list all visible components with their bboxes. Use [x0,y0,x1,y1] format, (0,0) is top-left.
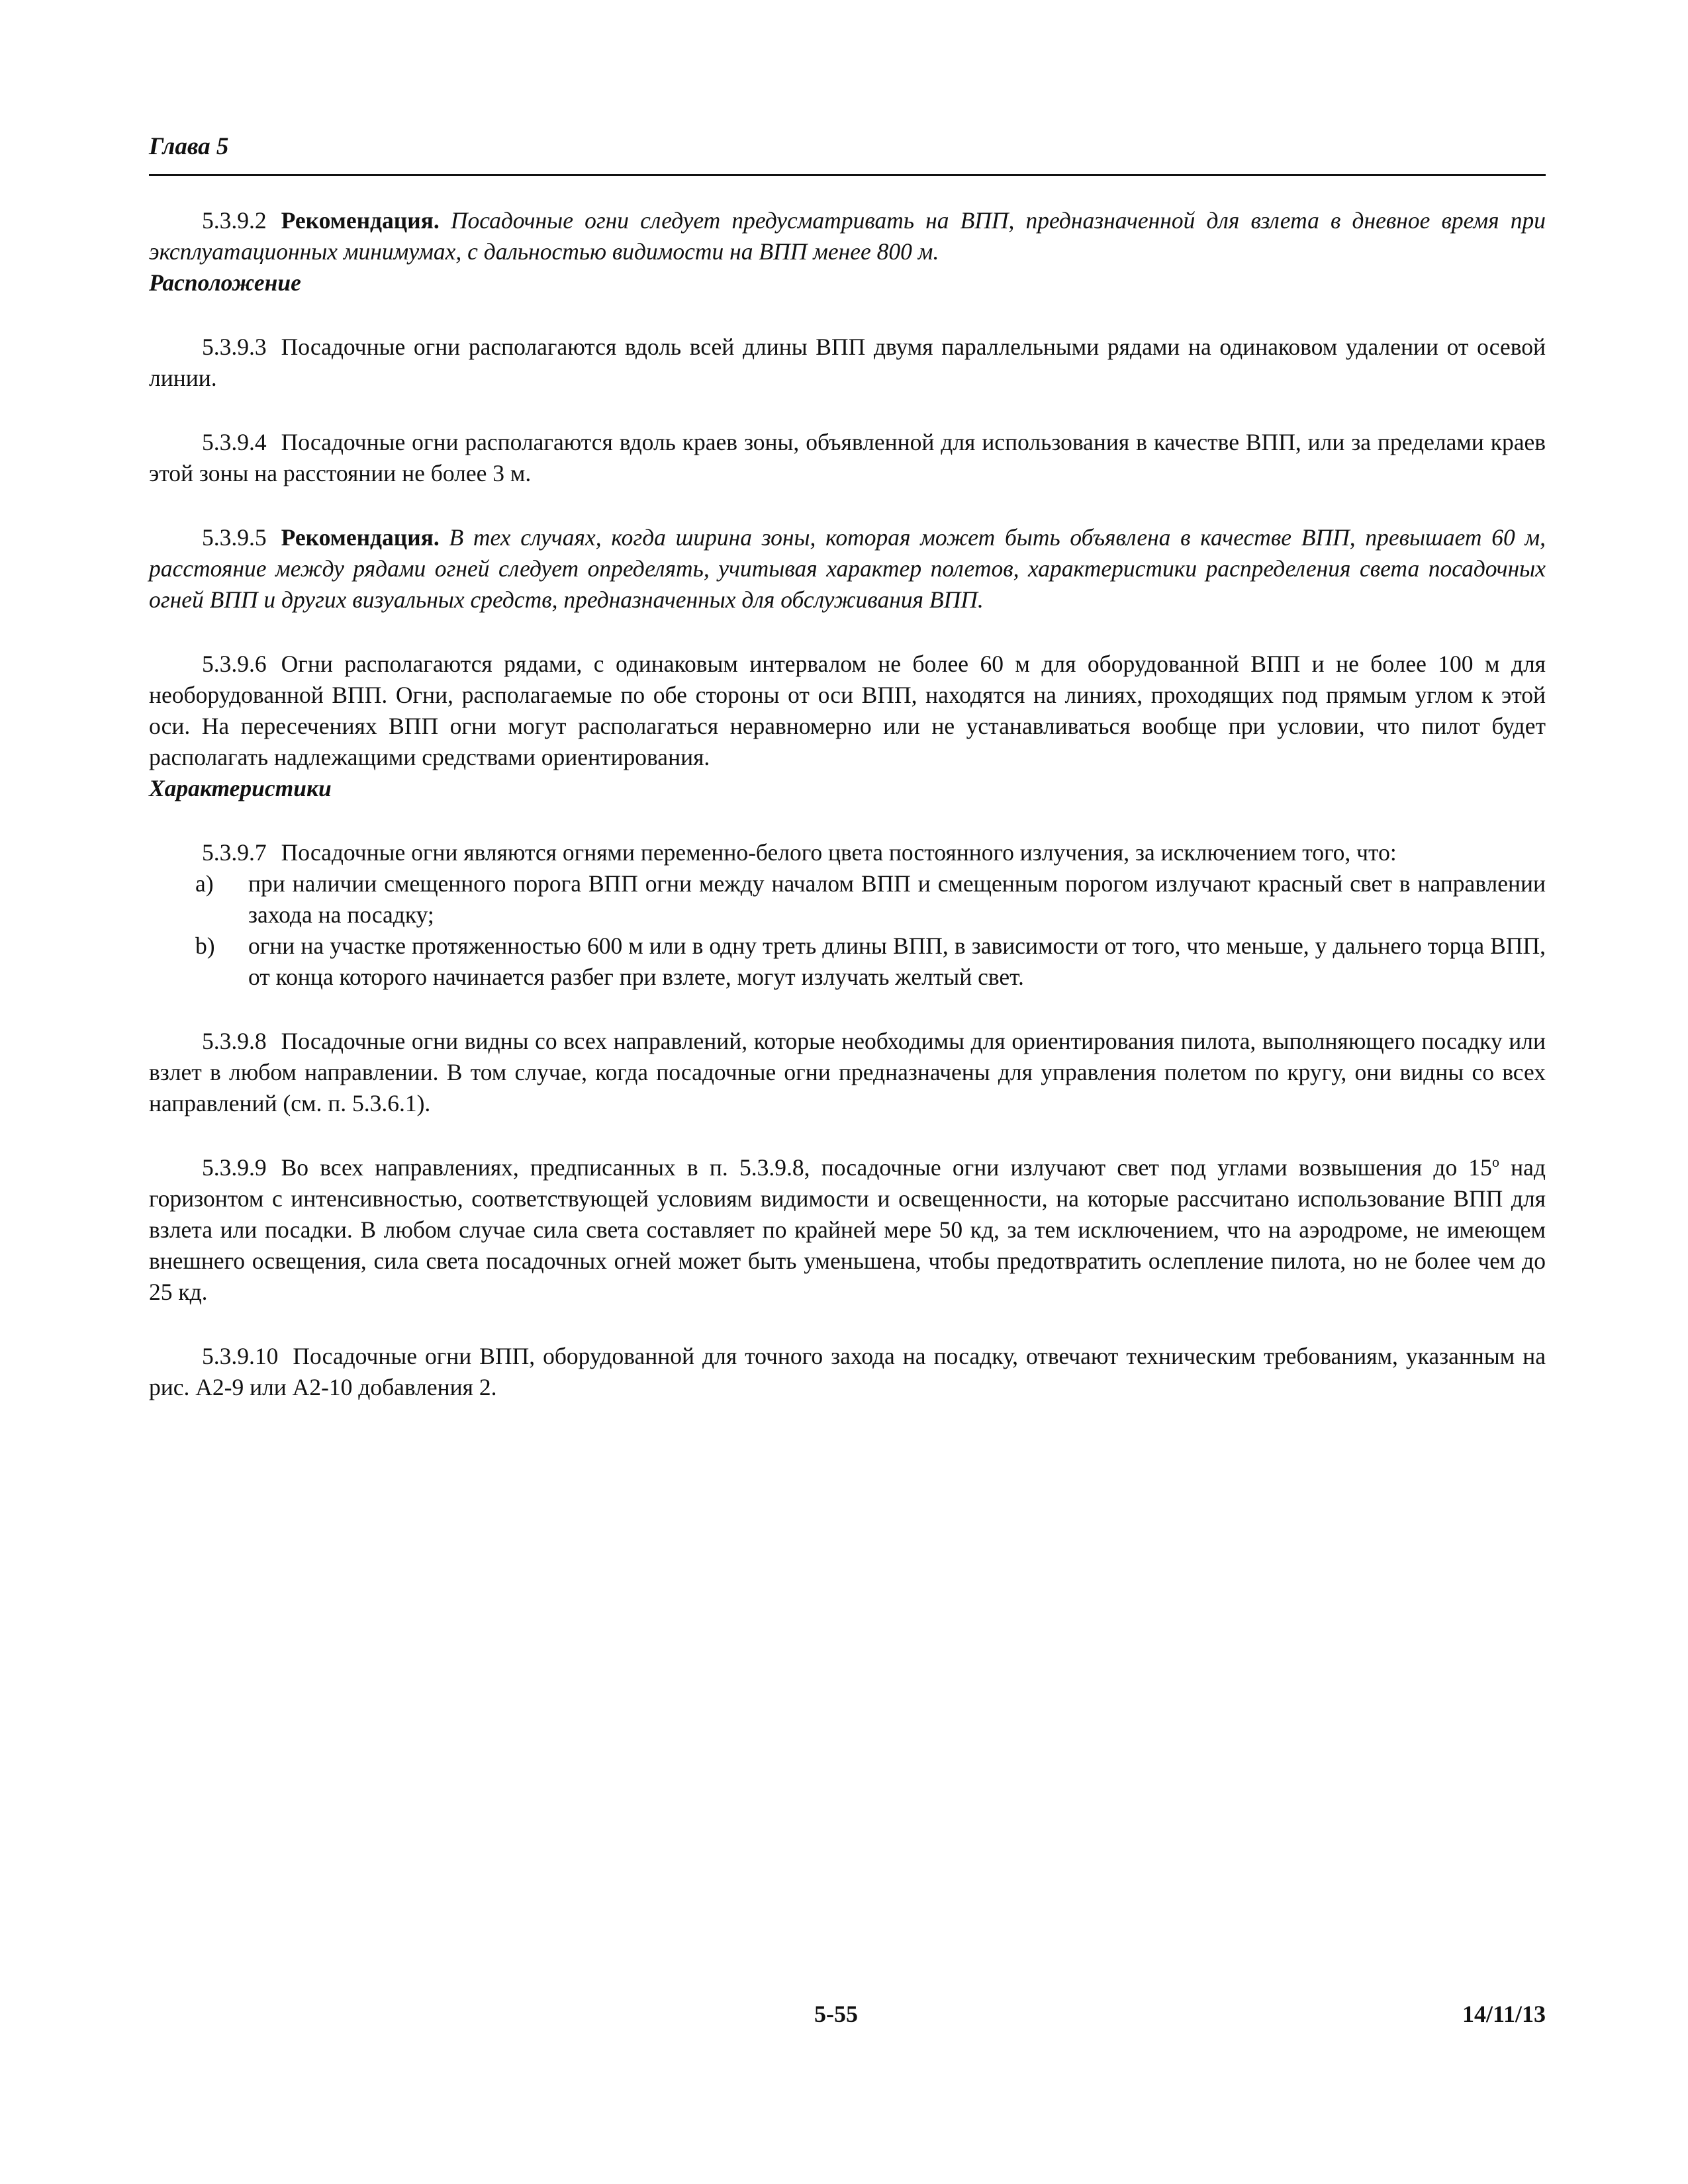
paragraph-text: Посадочные огни располагаются вдоль всей длины ВПП двумя параллельными рядами на одинаковом удалении от осевой линии. [149,334,1546,391]
header-rule [149,174,1546,176]
paragraph-5-3-9-6 [149,649,1546,773]
paragraph-5-3-9-9 [149,1152,1546,1308]
document-body [149,205,1546,1403]
list-item-a [149,868,1546,931]
recommendation-label: Рекомендация. [281,524,440,551]
paragraph-number: 5.3.9.6 [202,651,267,677]
paragraph-5-3-9-10 [149,1341,1546,1403]
section-heading-location: Расположение [149,269,301,296]
paragraph-number: 5.3.9.5 [202,524,267,551]
paragraph-5-3-9-5 [149,522,1546,615]
list-marker: b) [195,933,215,959]
chapter-header: Глава 5 [149,133,229,160]
paragraph-number: 5.3.9.9 [202,1154,267,1181]
paragraph-5-3-9-3 [149,332,1546,394]
paragraph-5-3-9-4 [149,427,1546,489]
footer-date: 14/11/13 [1462,2001,1546,2027]
paragraph-number: 5.3.9.4 [202,429,267,455]
paragraph-text: Посадочные огни являются огнями переменно-белого цвета постоянного излучения, за исключением того, что: [281,839,1397,866]
paragraph-text: Во всех направлениях, предписанных в п. 5.3.9.8, посадочные огни излучают свет под углами возвышения до 15 [281,1154,1492,1181]
paragraph-text-continued: над горизонтом с интенсивностью, соответствующей условиям видимости и освещенности, на которые рассчитано использование ВПП для взлета или посадки. В любом случае сила света составляет по крайней мере 50 кд, за тем исключением, что на аэродроме, не имеющем внешнего освещения, сила света посадочных огней может быть уменьшена, чтобы предотвратить ослепление пилота, но не более чем до 25 кд. [149,1154,1546,1305]
list-item-text: при наличии смещенного порога ВПП огни между началом ВПП и смещенным порогом излучают красный свет в направлении захода на посадку; [248,870,1546,928]
paragraph-text: Посадочные огни располагаются вдоль краев зоны, объявленной для использования в качестве ВПП, или за пределами краев этой зоны на расстоянии не более 3 м. [149,429,1546,486]
paragraph-number: 5.3.9.2 [202,207,267,234]
degree-superscript: о [1491,1154,1499,1171]
paragraph-text: Посадочные огни видны со всех направлений, которые необходимы для ориентирования пилота, выполняющего посадку или взлет в любом направлении. В том случае, когда посадочные огни предназначены для управления полетом по кругу, они видны со всех направлений (см. п. 5.3.6.1). [149,1028,1546,1116]
paragraph-text: Огни располагаются рядами, с одинаковым интервалом не более 60 м для оборудованной ВПП и не более 100 м для необорудованной ВПП. Огни, располагаемые по обе стороны от оси ВПП, находятся на линиях, проходящих под прямым углом к этой оси. На пересечениях ВПП огни могут располагаться неравномерно или не устанавливаться вообще при условии, что пилот будет располагать надлежащими средствами ориентирования. [149,651,1546,770]
paragraph-text: Посадочные огни следует предусматривать на ВПП, предназначенной для взлета в дневное время при эксплуатационных минимумах, с дальностью видимости на ВПП менее 800 м. [149,207,1546,265]
paragraph-text: Посадочные огни ВПП, оборудованной для точного захода на посадку, отвечают техническим требованиям, указанным на рис. А2-9 или А2-10 добавления 2. [149,1343,1546,1400]
list-marker: a) [195,870,214,897]
paragraph-number: 5.3.9.10 [202,1343,279,1369]
paragraph-text: В тех случаях, когда ширина зоны, которая может быть объявлена в качестве ВПП, превышает 60 м, расстояние между рядами огней следует определять, учитывая характер полетов, характеристики распределения света посадочных огней ВПП и других визуальных средств, предназначенных для обслуживания ВПП. [149,524,1546,613]
paragraph-5-3-9-8 [149,1026,1546,1119]
paragraph-5-3-9-7 [149,837,1546,868]
document-page [149,0,1546,2184]
paragraph-number: 5.3.9.7 [202,839,267,866]
paragraph-5-3-9-2 [149,205,1546,267]
paragraph-number: 5.3.9.3 [202,334,267,360]
list-item-text: огни на участке протяженностью 600 м или в одну треть длины ВПП, в зависимости от того, что меньше, у дальнего торца ВПП, от конца которого начинается разбег при взлете, могут излучать желтый свет. [248,933,1546,990]
recommendation-label: Рекомендация. [281,207,440,234]
section-heading-characteristics: Характеристики [149,775,332,801]
list-item-b [149,931,1546,993]
paragraph-number: 5.3.9.8 [202,1028,267,1054]
footer-page-number: 5-55 [814,2001,858,2027]
